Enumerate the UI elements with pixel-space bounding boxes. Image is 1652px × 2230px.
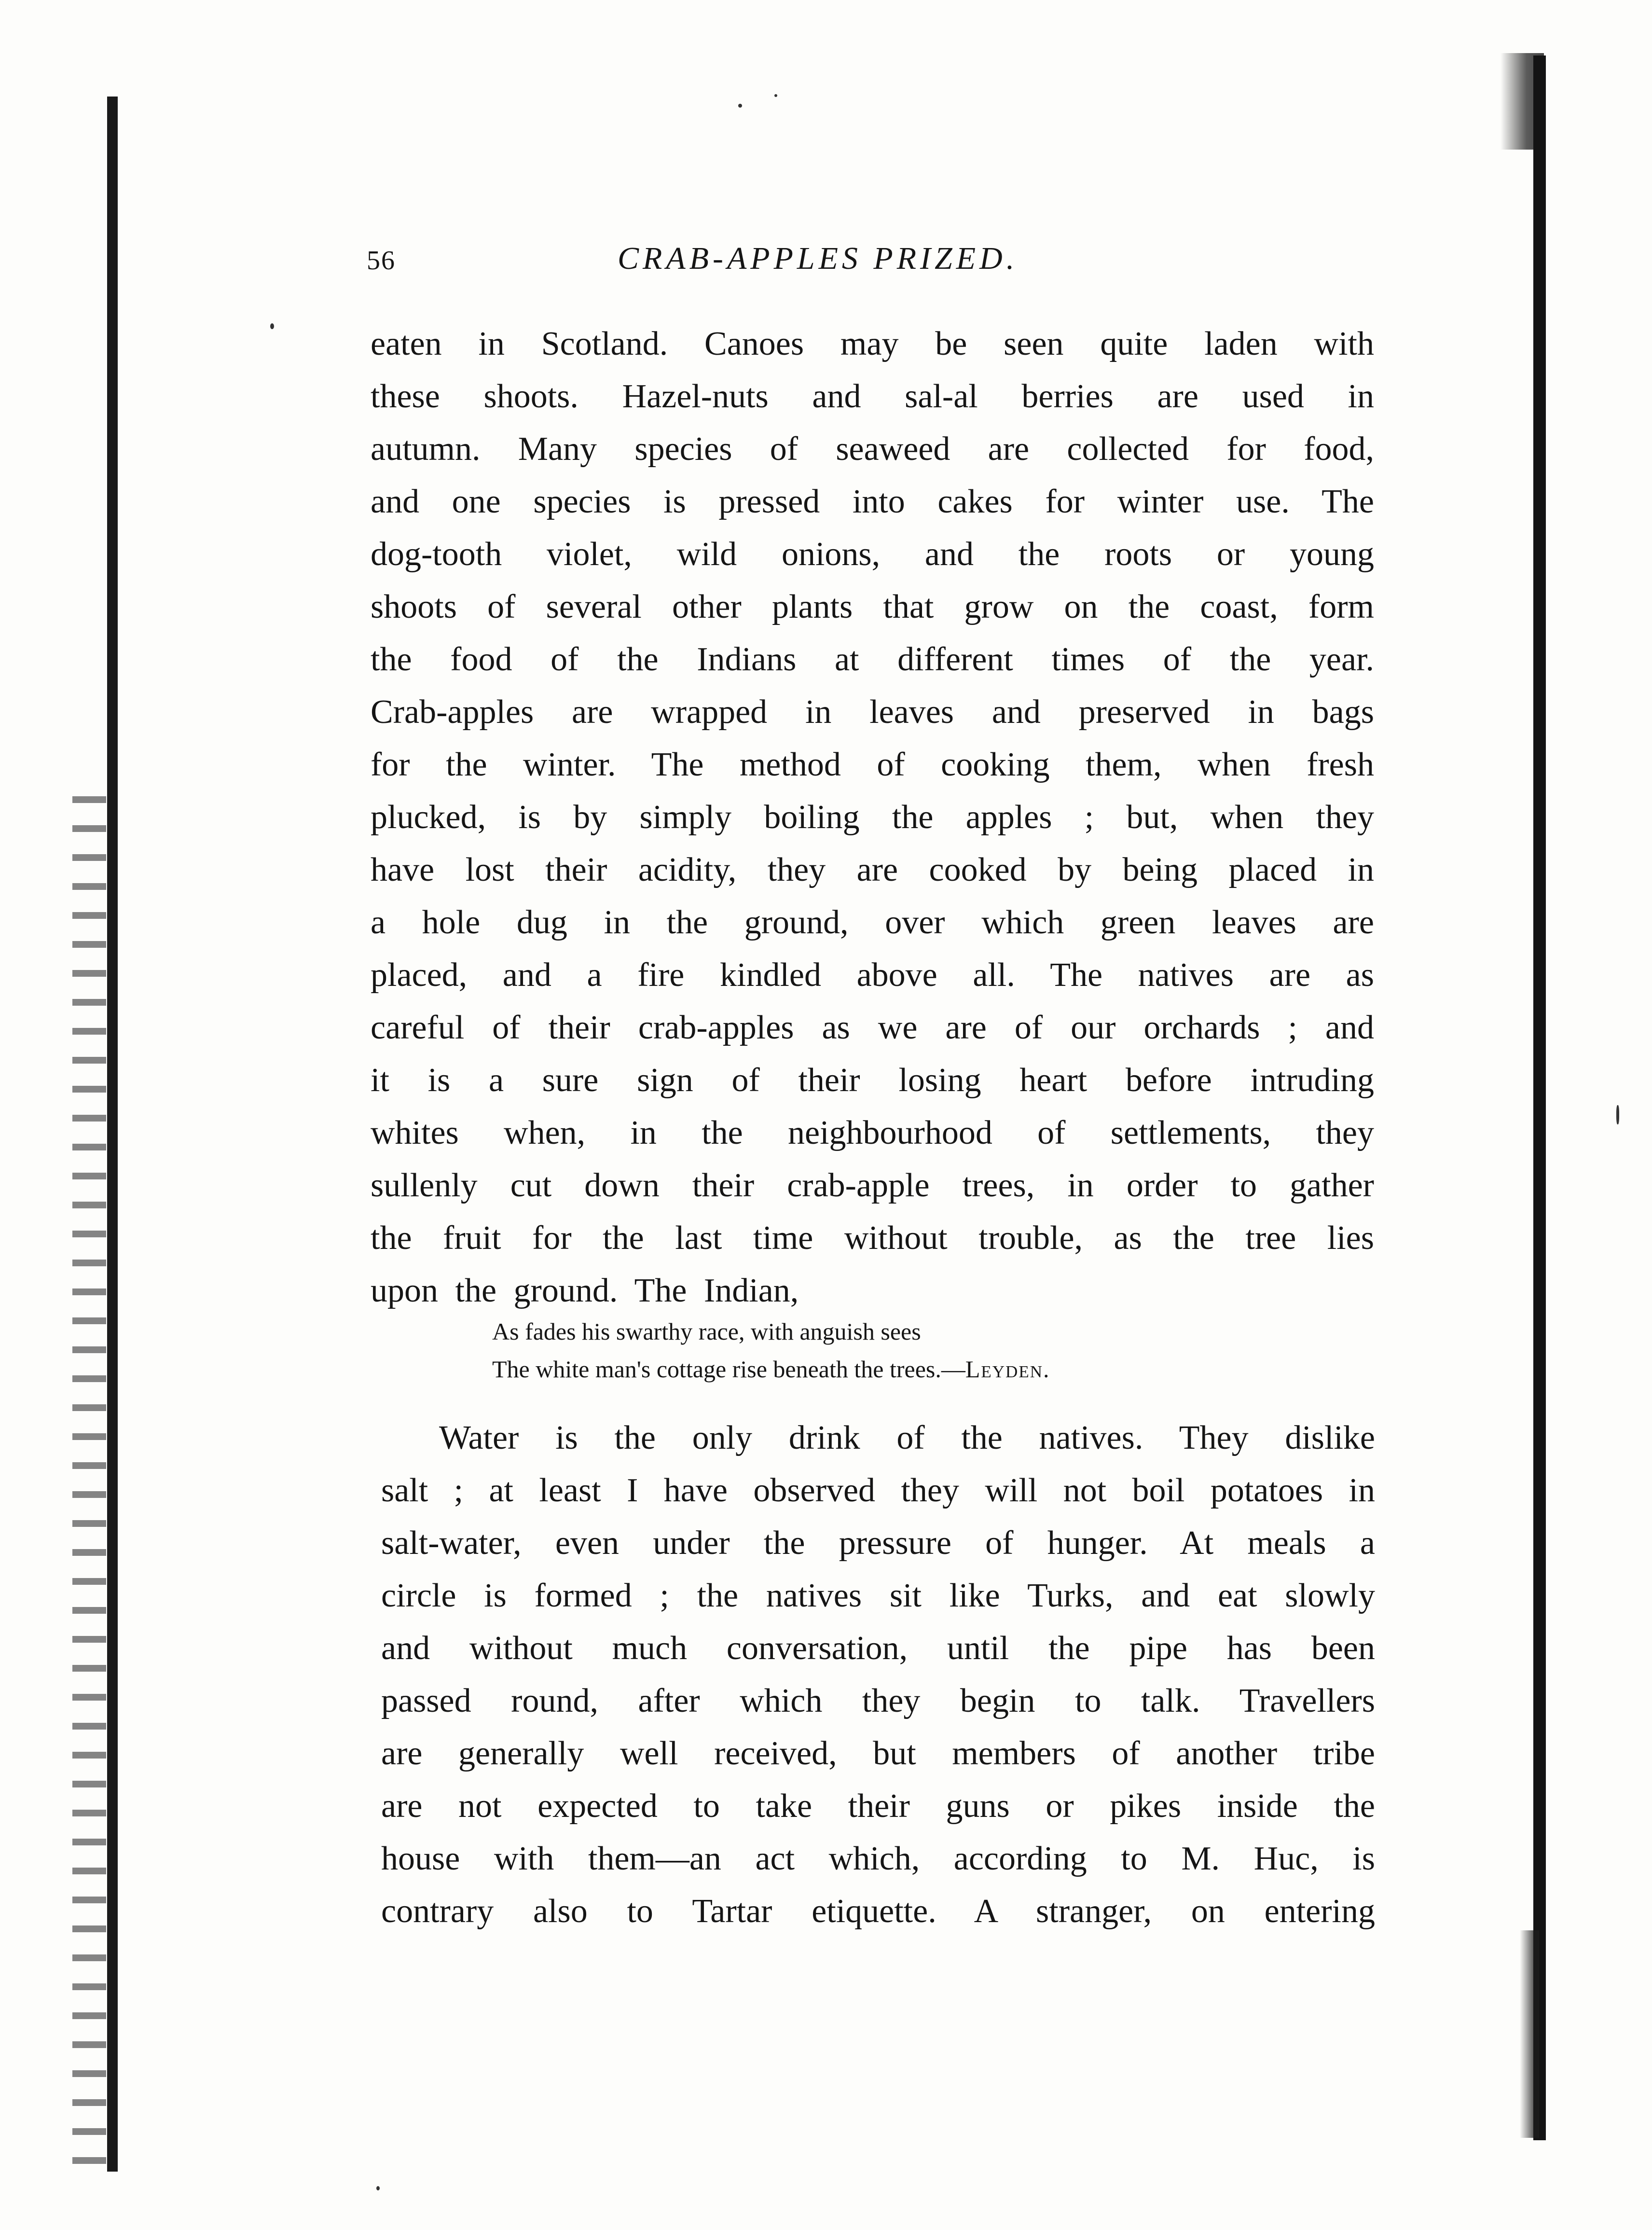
- text-line: and without much conversation, until the pipe has been: [381, 1630, 1375, 1667]
- text-line: careful of their crab-apples as we are of our orchards ; and: [371, 1009, 1374, 1046]
- text-line: contrary also to Tartar etiquette. A stranger, on entering: [381, 1893, 1375, 1930]
- text-line: salt-water, even under the pressure of hunger. At meals a: [381, 1524, 1375, 1562]
- right-binding-edge: [1533, 55, 1546, 2140]
- verse-quotation: [492, 1313, 1283, 1388]
- body-text-bottom: [381, 1412, 1375, 1938]
- text-line: are not expected to take their guns or pikes inside the: [381, 1787, 1375, 1825]
- text-line: Water is the only drink of the natives. They dislike: [439, 1419, 1375, 1456]
- scan-speck: [738, 104, 742, 108]
- text-line: shoots of several other plants that grow on the coast, form: [371, 588, 1374, 625]
- running-title: CRAB-APPLES PRIZED.: [618, 241, 1019, 276]
- quote-line-2-text: The white man's cottage rise beneath the trees.—: [492, 1356, 965, 1383]
- text-line: passed round, after which they begin to talk. Travellers: [381, 1682, 1375, 1719]
- text-line: autumn. Many species of seaweed are collected for food,: [371, 430, 1374, 468]
- text-line: placed, and a fire kindled above all. The natives are as: [371, 956, 1374, 994]
- text-line: the food of the Indians at different times of the year.: [371, 641, 1374, 678]
- text-line: and one species is pressed into cakes for winter use. The: [371, 483, 1374, 520]
- text-line: Crab-apples are wrapped in leaves and preserved in bags: [371, 693, 1374, 731]
- binding-shadow-marks: [72, 796, 106, 2172]
- text-line: sullenly cut down their crab-apple trees, in order to gather: [371, 1167, 1374, 1204]
- quote-attribution: Leyden.: [965, 1356, 1050, 1383]
- text-line: for the winter. The method of cooking them, when fresh: [371, 746, 1374, 783]
- running-head: [367, 240, 1399, 284]
- text-line: these shoots. Hazel-nuts and sal-al berries are used in: [371, 378, 1374, 415]
- text-line: a hole dug in the ground, over which green leaves are: [371, 904, 1374, 941]
- scan-speck: [1616, 1105, 1619, 1124]
- text-line: salt ; at least I have observed they will not boil potatoes in: [381, 1472, 1375, 1509]
- scan-speck: [270, 323, 274, 329]
- quote-line-1: As fades his swarthy race, with anguish sees: [492, 1318, 921, 1345]
- text-line: the fruit for the last time without trouble, as the tree lies: [371, 1219, 1374, 1257]
- scan-speck: [774, 94, 777, 97]
- text-line-final: upon the ground. The Indian,: [371, 1272, 799, 1309]
- text-line: it is a sure sign of their losing heart before intruding: [371, 1062, 1374, 1099]
- body-text-top: [371, 318, 1374, 1317]
- right-edge-shadow-bottom: [1520, 1930, 1539, 2138]
- text-line: dog-tooth violet, wild onions, and the roots or young: [371, 536, 1374, 573]
- scan-speck: [376, 2186, 380, 2190]
- text-line: plucked, is by simply boiling the apples ; but, when they: [371, 799, 1374, 836]
- page-number: 56: [367, 246, 396, 276]
- text-line: are generally well received, but members of another tribe: [381, 1735, 1375, 1772]
- left-binding-edge: [107, 97, 118, 2172]
- text-line: eaten in Scotland. Canoes may be seen quite laden with: [371, 325, 1374, 362]
- quote-line-2: [492, 1350, 1283, 1388]
- text-line: have lost their acidity, they are cooked by being placed in: [371, 851, 1374, 888]
- text-line: whites when, in the neighbourhood of settlements, they: [371, 1114, 1374, 1151]
- text-line: circle is formed ; the natives sit like Turks, and eat slowly: [381, 1577, 1375, 1614]
- text-line: house with them—an act which, according to M. Huc, is: [381, 1840, 1375, 1877]
